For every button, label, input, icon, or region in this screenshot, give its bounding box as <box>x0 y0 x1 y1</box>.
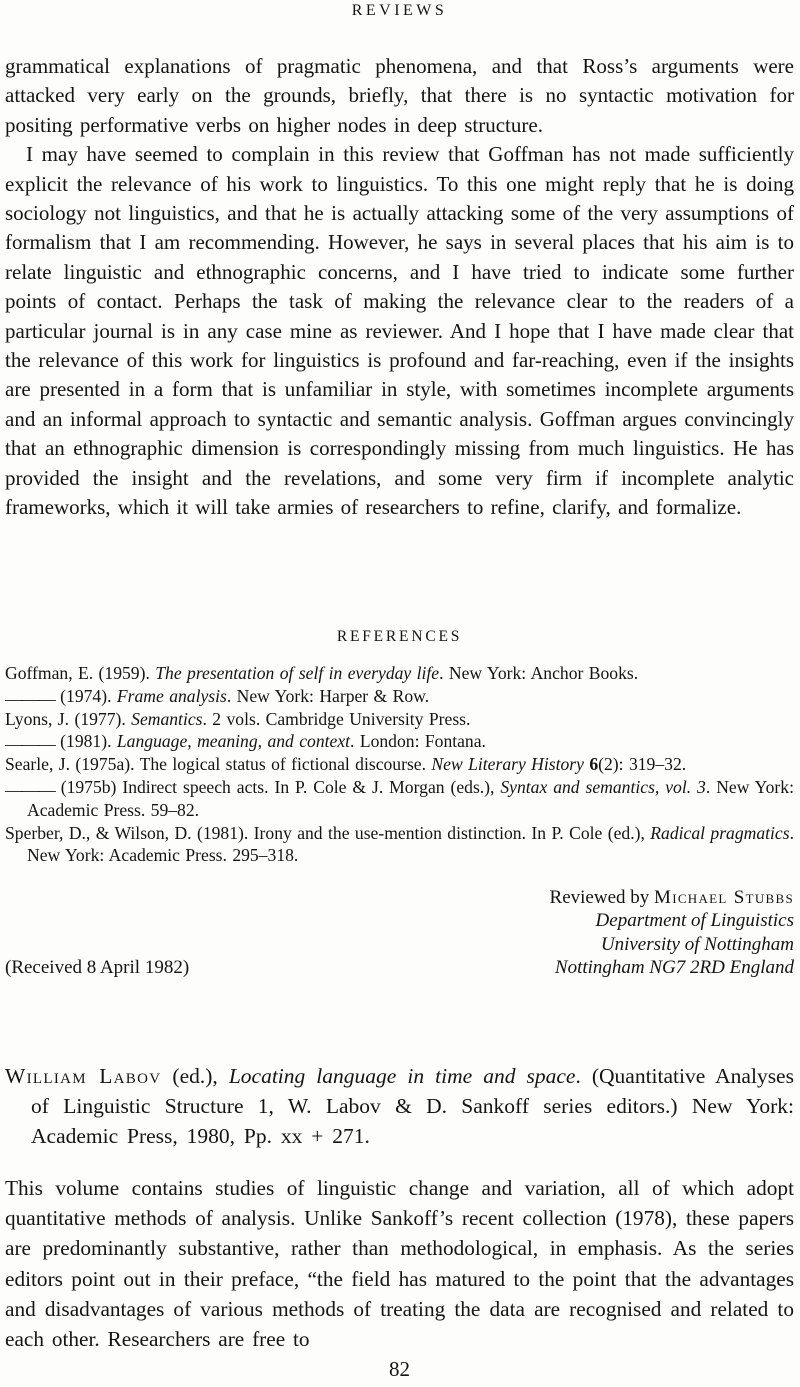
reference-entry: Goffman, E. (1959). The presentation of self in everyday life. New York: Anchor Books. <box>5 663 639 683</box>
reference-entry: ——— (1975b) Indirect speech acts. In P. Cole & J. Morgan (eds.), Syntax and semantics, vol. 3. New York: Academic Press. 59–82. <box>5 776 794 820</box>
running-head: REVIEWS <box>351 2 448 19</box>
attribution-row <box>5 886 794 980</box>
paragraph-conclusion: I may have seemed to complain in this review that Goffman has not made sufficiently explicit the relevance of his work to linguistics. To this one might reply that he is doing sociology not linguistics, and that he is actually attacking some of the very assumptions of formalism that I am recommending. However, he says in several places that his aim is to relate linguistic and ethnographic concerns, and I have tried to indicate some further points of contact. Perhaps the task of making the relevance clear to the readers of a particular journal is in any case mine as reviewer. And I hope that I have made clear that the relevance of this work for linguistics is profound and far-reaching, even if the insights are presented in a form that is unfamiliar in style, with sometimes incomplete arguments and an informal approach to syntactic and semantic analysis. Goffman argues convincingly that an ethnographic dimension is correspondingly missing from much linguistics. He has provided the insight and the revelations, and some very firm if incomplete analytic frameworks, which it will take armies of researchers to refine, clarify, and formalize. <box>5 142 794 520</box>
page-number: 82 <box>389 1357 410 1381</box>
reviewer-line: Department of Linguistics <box>595 910 794 932</box>
reviewer-line: Reviewed by Michael Stubbs <box>549 887 794 908</box>
reviewer-block <box>550 886 794 980</box>
reference-entry: Searle, J. (1975a). The logical status of fictional discourse. New Literary History 6(2): 319–32. <box>5 754 687 775</box>
reference-entry: Sperber, D., & Wilson, D. (1981). Irony and the use-mention distinction. In P. Cole (ed.), Radical pragmatics. New York: Academic Press. 295–318. <box>5 822 794 866</box>
references-heading: REFERENCES <box>336 628 463 645</box>
book-review-heading: William Labov (ed.), Locating language in time and space. (Quantitative Analyses of Linguistic Structure 1, W. Labov & D. Sankoff series editors.) New York: Academic Press, 1980, Pp. xx + 271. <box>5 1064 794 1148</box>
paragraph-continuation: grammatical explanations of pragmatic phenomena, and that Ross’s arguments were attacked very early on the grounds, briefly, that there is no syntactic motivation for positing performative verbs on higher nodes in deep structure. <box>5 54 794 137</box>
references-list <box>5 662 794 867</box>
review-opening-paragraph: This volume contains studies of linguistic change and variation, all of which adopt quantitative methods of analysis. Unlike Sankoff’s recent collection (1978), these papers are predominantly substantive, rather than methodological, in emphasis. As the series editors point out in their preface, “the field has matured to the point that the advantages and disadvantages of various methods of treating the data are recognised and related to each other. Researchers are free to <box>5 1176 794 1352</box>
reference-entry: ——— (1974). Frame analysis. New York: Harper & Row. <box>5 685 430 709</box>
review-body-text <box>5 52 794 523</box>
reviewer-line: University of Nottingham <box>600 933 794 955</box>
received-date: (Received 8 April 1982) <box>5 957 190 979</box>
reviewer-line: Nottingham NG7 2RD England <box>554 957 794 979</box>
reference-entry: ——— (1981). Language, meaning, and context. London: Fontana. <box>5 731 486 755</box>
reference-entry: Lyons, J. (1977). Semantics. 2 vols. Cambridge University Press. <box>5 708 471 729</box>
